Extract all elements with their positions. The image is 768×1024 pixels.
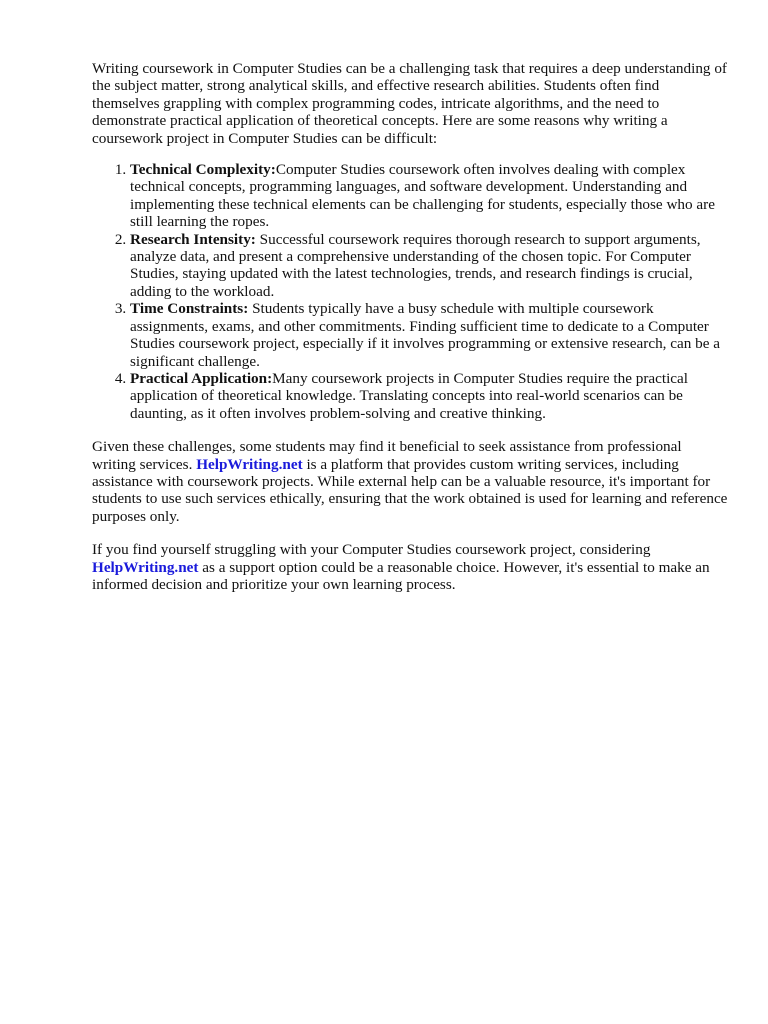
list-item-text: Many coursework projects in Computer Studies require the practical application of theoretical knowledge. Translating concepts into real-world scenarios can be daunting, as it often involves problem-solving and creative thinking. (130, 369, 689, 422)
services-paragraph (92, 438, 728, 525)
list-item-text: Students typically have a busy schedule with multiple coursework assignments, exams, and other commitments. Finding sufficient time to dedicate to a Computer Studies coursework project, especially if it involves programming or extensive research, can be a significant challenge. (130, 300, 721, 370)
list-item-term: Research Intensity: (130, 230, 256, 248)
services-text-after: is a platform that provides custom writing services, including assistance with coursework projects. While external help can be a valuable resource, it's important for students to use such services ethically, ensuring that the work obtained is used for learning and reference purposes only. (92, 455, 728, 525)
list-item-research-intensity (130, 231, 728, 301)
helpwriting-link-2[interactable]: HelpWriting.net (92, 558, 199, 576)
helpwriting-link[interactable]: HelpWriting.net (196, 455, 303, 473)
list-item-technical-complexity (130, 161, 728, 231)
reasons-list (92, 161, 728, 422)
list-item-practical-application (130, 370, 728, 422)
list-item-term: Time Constraints: (130, 300, 249, 318)
conclusion-paragraph (92, 541, 728, 593)
document-body (92, 60, 728, 593)
list-item-time-constraints (130, 300, 728, 370)
list-item-text: Computer Studies coursework often involves dealing with complex technical concepts, programming languages, and software development. Understanding and implementing these technical elements can be challenging for students, especially those who are still learning the ropes. (130, 161, 715, 231)
intro-paragraph: Writing coursework in Computer Studies can be a challenging task that requires a deep understanding of the subject matter, strong analytical skills, and effective research abilities. Students often find themselves grappling with complex programming codes, intricate algorithms, and the need to demonstrate practical application of theoretical concepts. Here are some reasons why writing a coursework project in Computer Studies can be difficult: (92, 60, 727, 147)
conclusion-text-after: as a support option could be a reasonable choice. However, it's essential to make an informed decision and prioritize your own learning process. (92, 558, 710, 593)
conclusion-text-before: If you find yourself struggling with your Computer Studies coursework project, considering (92, 541, 651, 559)
list-item-term: Technical Complexity: (130, 161, 276, 179)
list-item-term: Practical Application: (130, 369, 273, 387)
services-text-before: Given these challenges, some students may find it beneficial to seek assistance from professional writing services. (92, 438, 682, 473)
list-item-text: Successful coursework requires thorough research to support arguments, analyze data, and present a comprehensive understanding of the chosen topic. For Computer Studies, staying updated with the latest technologies, trends, and research findings is crucial, adding to the workload. (130, 230, 701, 300)
